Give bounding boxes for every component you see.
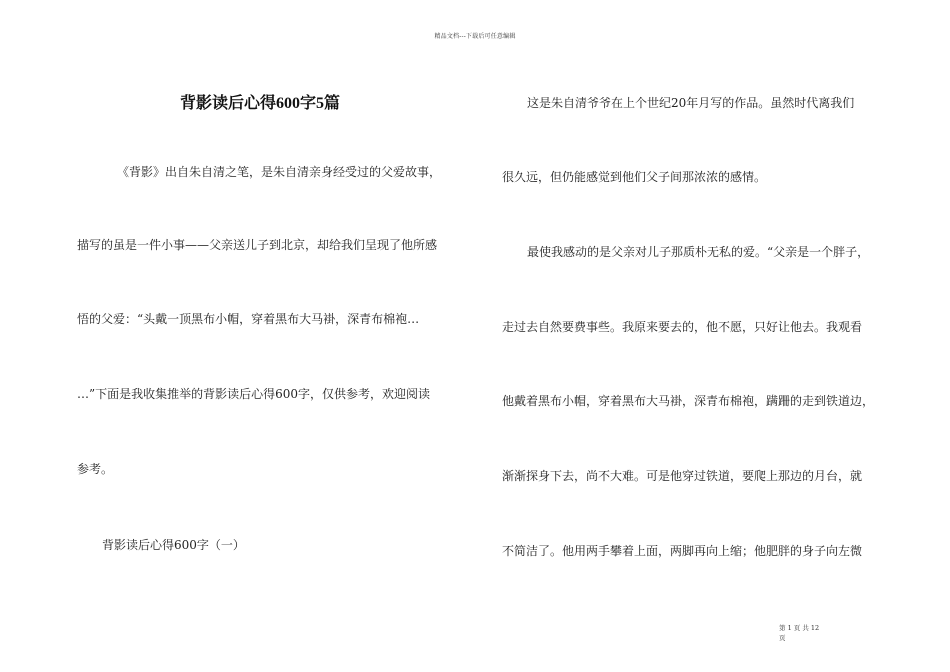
paragraph-line: 参考。: [77, 462, 114, 476]
paragraph-line: 走过去自然要费事些。我原来要去的，他不愿，只好让他去。我观看: [502, 320, 863, 334]
paragraph-line: 最使我感动的是父亲对儿子那质朴无私的爱。“父亲是一个胖子，: [527, 245, 870, 259]
page-number: [779, 623, 819, 643]
paragraph-line: 不简洁了。他用两手攀着上面，两脚再向上缩；他肥胖的身子向左微: [502, 544, 863, 558]
paragraph-line: 这是朱自清爷爷在上个世纪20年月写的作品。虽然时代离我们: [527, 96, 855, 110]
paragraph-line: 渐渐探身下去，尚不大难。可是他穿过铁道，要爬上那边的月台，就: [502, 469, 863, 483]
document-title: 背影读后心得600字5篇: [179, 95, 340, 112]
paragraph-line: 很久远，但仍能感觉到他们父子间那浓浓的感情。: [502, 170, 767, 184]
paragraph-line: 描写的虽是一件小事——父亲送儿子到北京，却给我们呈现了他所感: [77, 238, 438, 252]
section-heading: 背影读后心得600字（一）: [102, 538, 245, 552]
page-header-note: 精品文档---下载后可任意编辑: [434, 33, 516, 40]
page-number-line: 第 1 页 共 12: [779, 624, 820, 632]
page-number-suffix: 页: [779, 634, 786, 642]
paragraph-line: 悟的父爱：“头戴一顶黑布小帽，穿着黑布大马褂，深青布棉袍…: [77, 312, 420, 326]
paragraph-line: 他戴着黑布小帽，穿着黑布大马褂，深青布棉袍，蹒跚的走到铁道边，: [502, 394, 875, 408]
paragraph-line: …”下面是我收集推举的背影读后心得600字，仅供参考，欢迎阅读: [77, 387, 431, 401]
paragraph-line: 《背影》出自朱自清之笔，是朱自清亲身经受过的父爱故事，: [117, 165, 442, 179]
